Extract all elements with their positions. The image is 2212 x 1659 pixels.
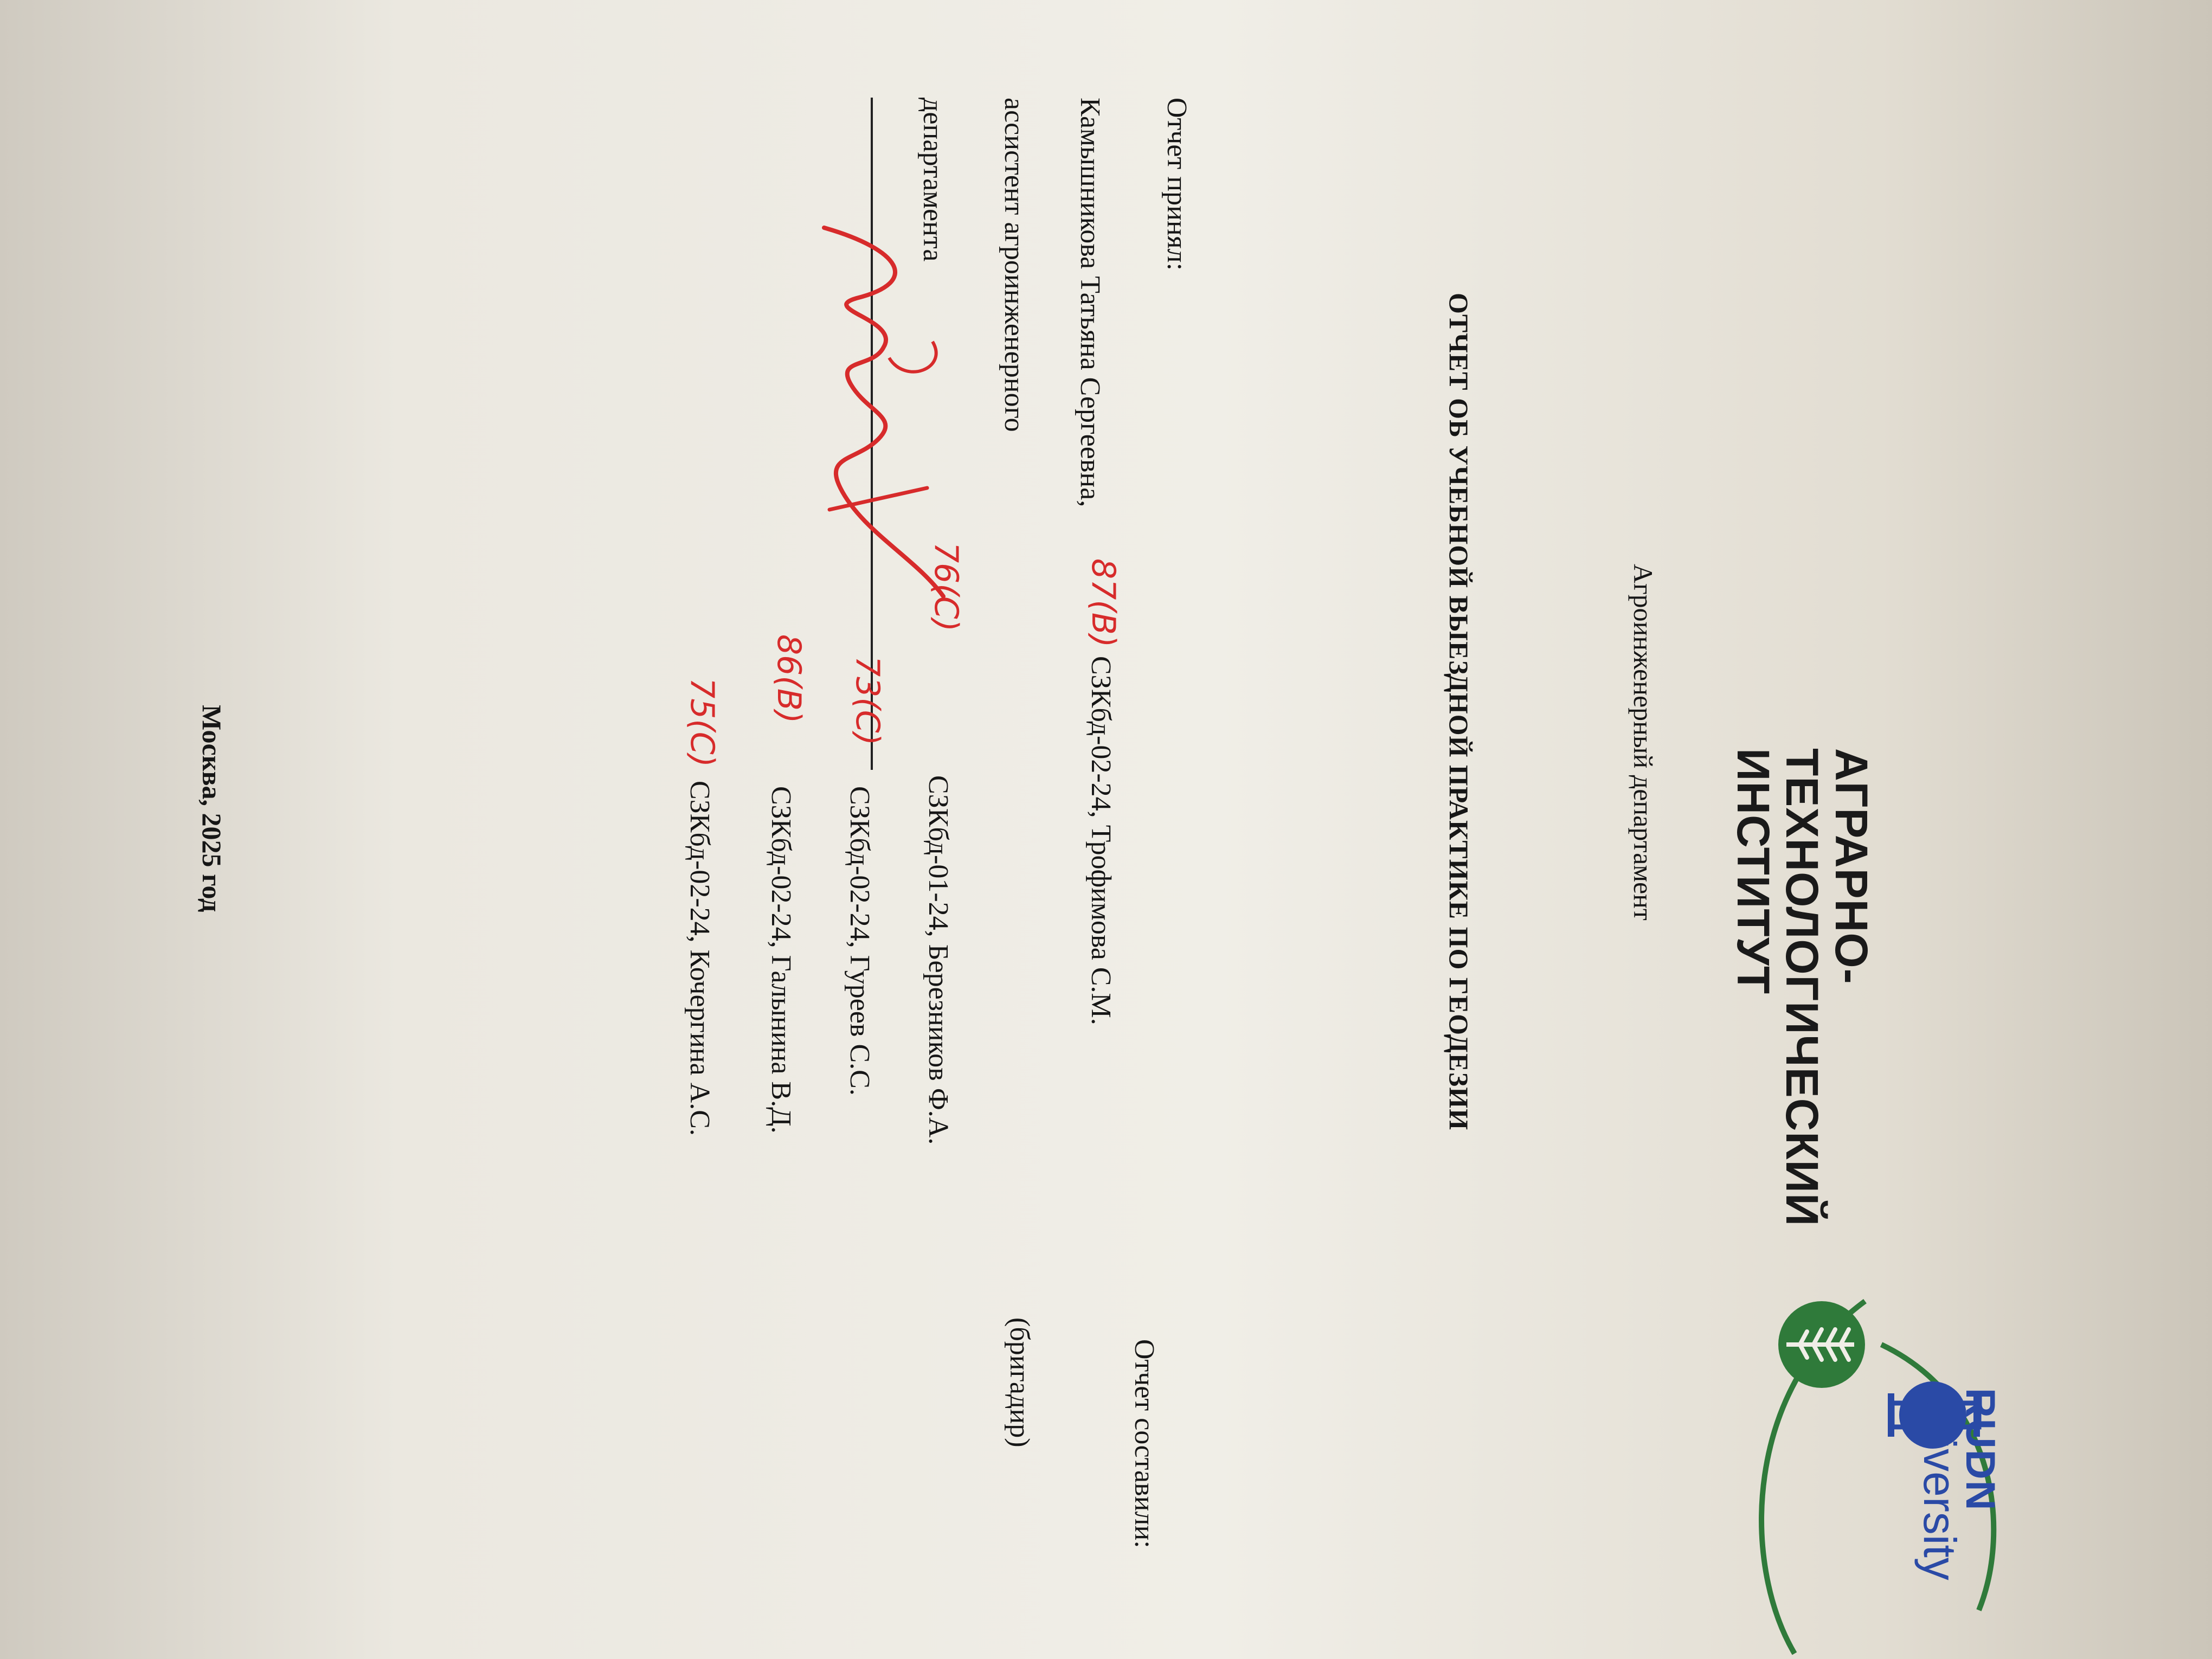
grade-mark: 73(C)	[848, 656, 886, 746]
grade-mark: 76(C)	[927, 542, 965, 632]
grade-mark: 75(C)	[683, 678, 721, 768]
accepted-position: ассистент агроинженерного	[999, 98, 1030, 432]
grade-mark: 87(B)	[1084, 558, 1122, 648]
rudn-logo-text: RUDN	[1957, 1388, 2003, 1512]
institute-name-line2: ИНСТИТУТ	[1727, 748, 1779, 995]
rudn-wordmark	[1914, 1388, 2003, 1580]
institute-name	[1728, 748, 1876, 1426]
accepted-department: департамента	[917, 98, 948, 262]
member-row: СЗКбд-02-24, Галынина В.Д.	[766, 786, 796, 1134]
member-row: СЗКбд-02-24, Трофимова С.М.	[1085, 656, 1116, 1025]
grade-mark: 86(B)	[770, 634, 808, 724]
brigadier-note: (бригадир)	[1004, 1317, 1035, 1448]
institute-name-line1: АГРАРНО-ТЕХНОЛОГИЧЕСКИЙ	[1777, 748, 1877, 1227]
member-row: СЗКбд-01-24, Березников Ф.А.	[923, 775, 954, 1145]
report-title: ОТЧЕТ ОБ УЧЕБНОЙ ВЫЕЗДНОЙ ПРАКТИКЕ ПО ГЕОДЕЗИИ	[1444, 293, 1474, 1130]
department-name: Агроинженерный департамент	[1628, 564, 1658, 921]
rudn-logo-subtext: university	[1914, 1388, 1965, 1580]
accepted-label: Отчет принял:	[1161, 98, 1192, 271]
member-row: СЗКбд-02-24, Гуреев С.С.	[844, 786, 875, 1096]
member-row: СЗКбд-02-24, Кочергина А.С.	[684, 781, 715, 1136]
footer-city-year: Москва, 2025 год	[197, 705, 227, 912]
compiled-label: Отчет составили:	[1129, 1339, 1160, 1548]
accepted-name: Камышникова Татьяна Сергеевна,	[1075, 98, 1105, 507]
